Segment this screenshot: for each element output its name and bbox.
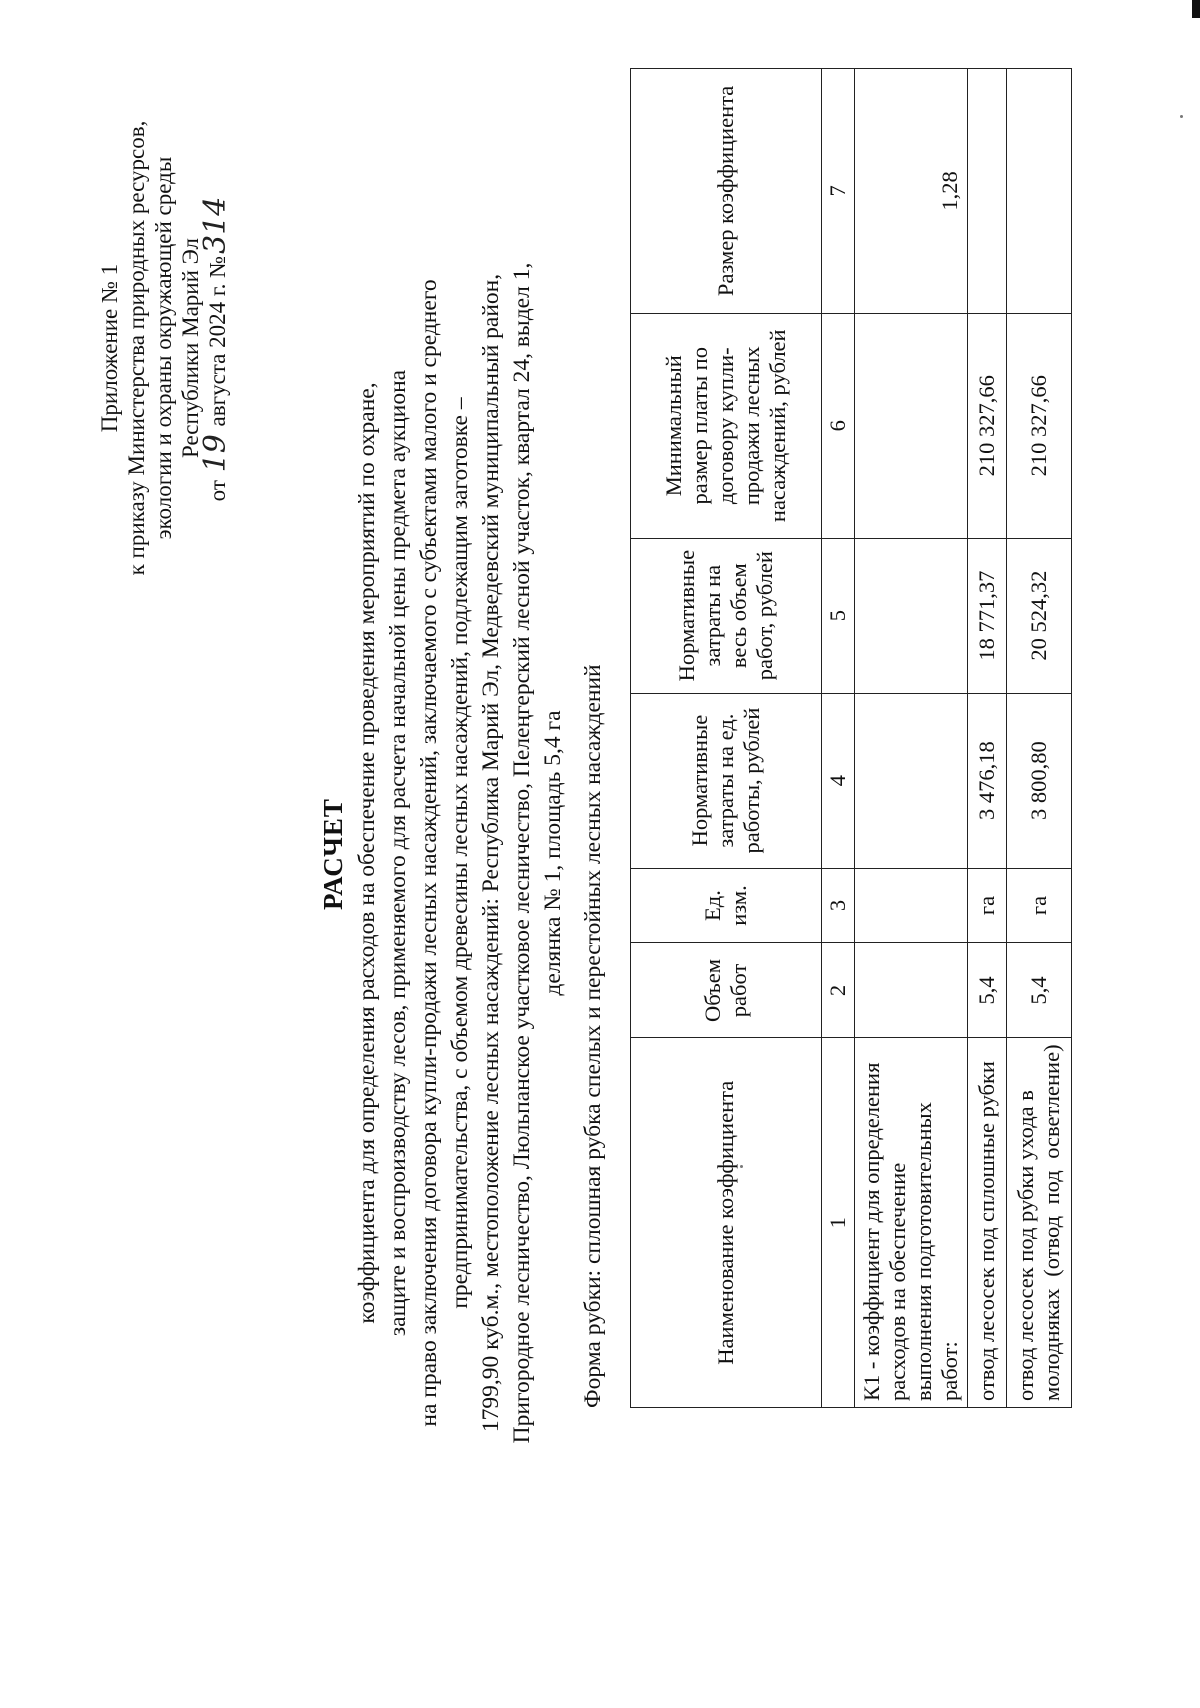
column-number: 5 bbox=[822, 538, 855, 693]
appendix-handwritten-day: 19 bbox=[198, 434, 233, 473]
column-number: 1 bbox=[822, 1038, 855, 1408]
appendix-date-prefix: от bbox=[205, 480, 230, 502]
column-number: 2 bbox=[822, 943, 855, 1038]
appendix-date-line bbox=[198, 68, 233, 628]
row-total-cost: 18 771,37 bbox=[968, 538, 1007, 693]
column-number: 4 bbox=[822, 693, 855, 868]
description-line: 1799,90 куб.м., местоположение лесных насаждений: Республика Марий Эл, Медведевский муниципальный район, bbox=[478, 273, 504, 1433]
description-line: коэффициента для определения расходов на обеспечение проведения мероприятий по охране, bbox=[354, 382, 380, 1324]
header-work-volume: Объем работ bbox=[631, 943, 822, 1038]
row-min-payment bbox=[855, 313, 968, 538]
document-title: РАСЧЕТ bbox=[318, 798, 348, 910]
column-number: 7 bbox=[822, 69, 855, 314]
row-min-payment: 210 327,66 bbox=[968, 313, 1007, 538]
header-min-payment: Минимальный размер платы по договору купли-продажи лесных насаждений, рублей bbox=[631, 313, 822, 538]
description-line: Пригородное лесничество, Люльпанское участковое лесничество, Пелеңгерский лесной участок, квартал 24, выдел 1, bbox=[509, 262, 535, 1444]
header-coefficient-size: Размер коэффициента bbox=[631, 69, 822, 314]
row-unit: га bbox=[968, 868, 1007, 943]
description-line: на право заключения договора купли-продажи лесных насаждений, заключаемого с субъектами малого и среднего bbox=[416, 279, 442, 1427]
header-unit: Ед. изм. bbox=[631, 868, 822, 943]
row-volume bbox=[855, 943, 968, 1038]
row-unit-cost: 3 800,80 bbox=[1007, 693, 1072, 868]
description-line: защите и воспроизводству лесов, применяемого для расчета начальной цены предмета аукциона bbox=[385, 369, 411, 1337]
row-name: отвод лесосек под сплошные рубки bbox=[968, 1038, 1007, 1408]
description-line: предпринимательства, с объемом древесины лесных насаждений, подлежащим заготовке – bbox=[447, 397, 473, 1309]
row-coefficient bbox=[968, 69, 1007, 314]
table-row bbox=[1007, 69, 1072, 1408]
row-total-cost bbox=[855, 538, 968, 693]
row-unit: га bbox=[1007, 868, 1072, 943]
row-unit-cost bbox=[855, 693, 968, 868]
scan-speck bbox=[740, 1165, 743, 1168]
appendix-line-2: к приказу Министерства природных ресурсов, bbox=[124, 120, 149, 576]
scan-edge-mark bbox=[1192, 0, 1200, 18]
header-total-cost: Нормативные затраты на весь объем работ, рублей bbox=[631, 538, 822, 693]
document-description bbox=[352, 128, 569, 1578]
column-number: 6 bbox=[822, 313, 855, 538]
row-total-cost: 20 524,32 bbox=[1007, 538, 1072, 693]
table-row bbox=[968, 69, 1007, 1408]
row-unit bbox=[855, 868, 968, 943]
scan-speck bbox=[1180, 115, 1183, 118]
column-number: 3 bbox=[822, 868, 855, 943]
appendix-line-1: Приложение № 1 bbox=[97, 263, 122, 433]
description-line: делянка № 1, площадь 5,4 га bbox=[540, 710, 566, 996]
row-name: отвод лесосек под рубки ухода в молодняках (отвод под осветление) bbox=[1007, 1038, 1072, 1408]
appendix-line-4: Республики Марий Эл bbox=[178, 237, 203, 459]
row-coefficient bbox=[1007, 69, 1072, 314]
row-volume: 5,4 bbox=[968, 943, 1007, 1038]
row-coefficient: 1,28 bbox=[855, 69, 968, 314]
appendix-block bbox=[96, 68, 231, 628]
column-number-row bbox=[822, 69, 855, 1408]
table-header-row bbox=[631, 69, 822, 1408]
felling-form-label: Форма рубки: сплошная рубка спелых и перестойных лесных насаждений bbox=[580, 664, 606, 1408]
table-row bbox=[855, 69, 968, 1408]
row-unit-cost: 3 476,18 bbox=[968, 693, 1007, 868]
row-min-payment: 210 327,66 bbox=[1007, 313, 1072, 538]
appendix-date-text: августа 2024 г. № bbox=[205, 255, 230, 427]
appendix-handwritten-number: 314 bbox=[198, 196, 233, 254]
row-name: К1 - коэффициент для определения расходов на обеспечение выполнения подготовительных работ: bbox=[855, 1038, 968, 1408]
header-coefficient-name: Наименование коэффициента bbox=[631, 1038, 822, 1408]
calculation-table bbox=[630, 68, 1072, 1408]
header-unit-cost: Нормативные затраты на ед. работы, рублей bbox=[631, 693, 822, 868]
appendix-line-3: экологии и охраны окружающей среды bbox=[151, 156, 176, 540]
row-volume: 5,4 bbox=[1007, 943, 1072, 1038]
